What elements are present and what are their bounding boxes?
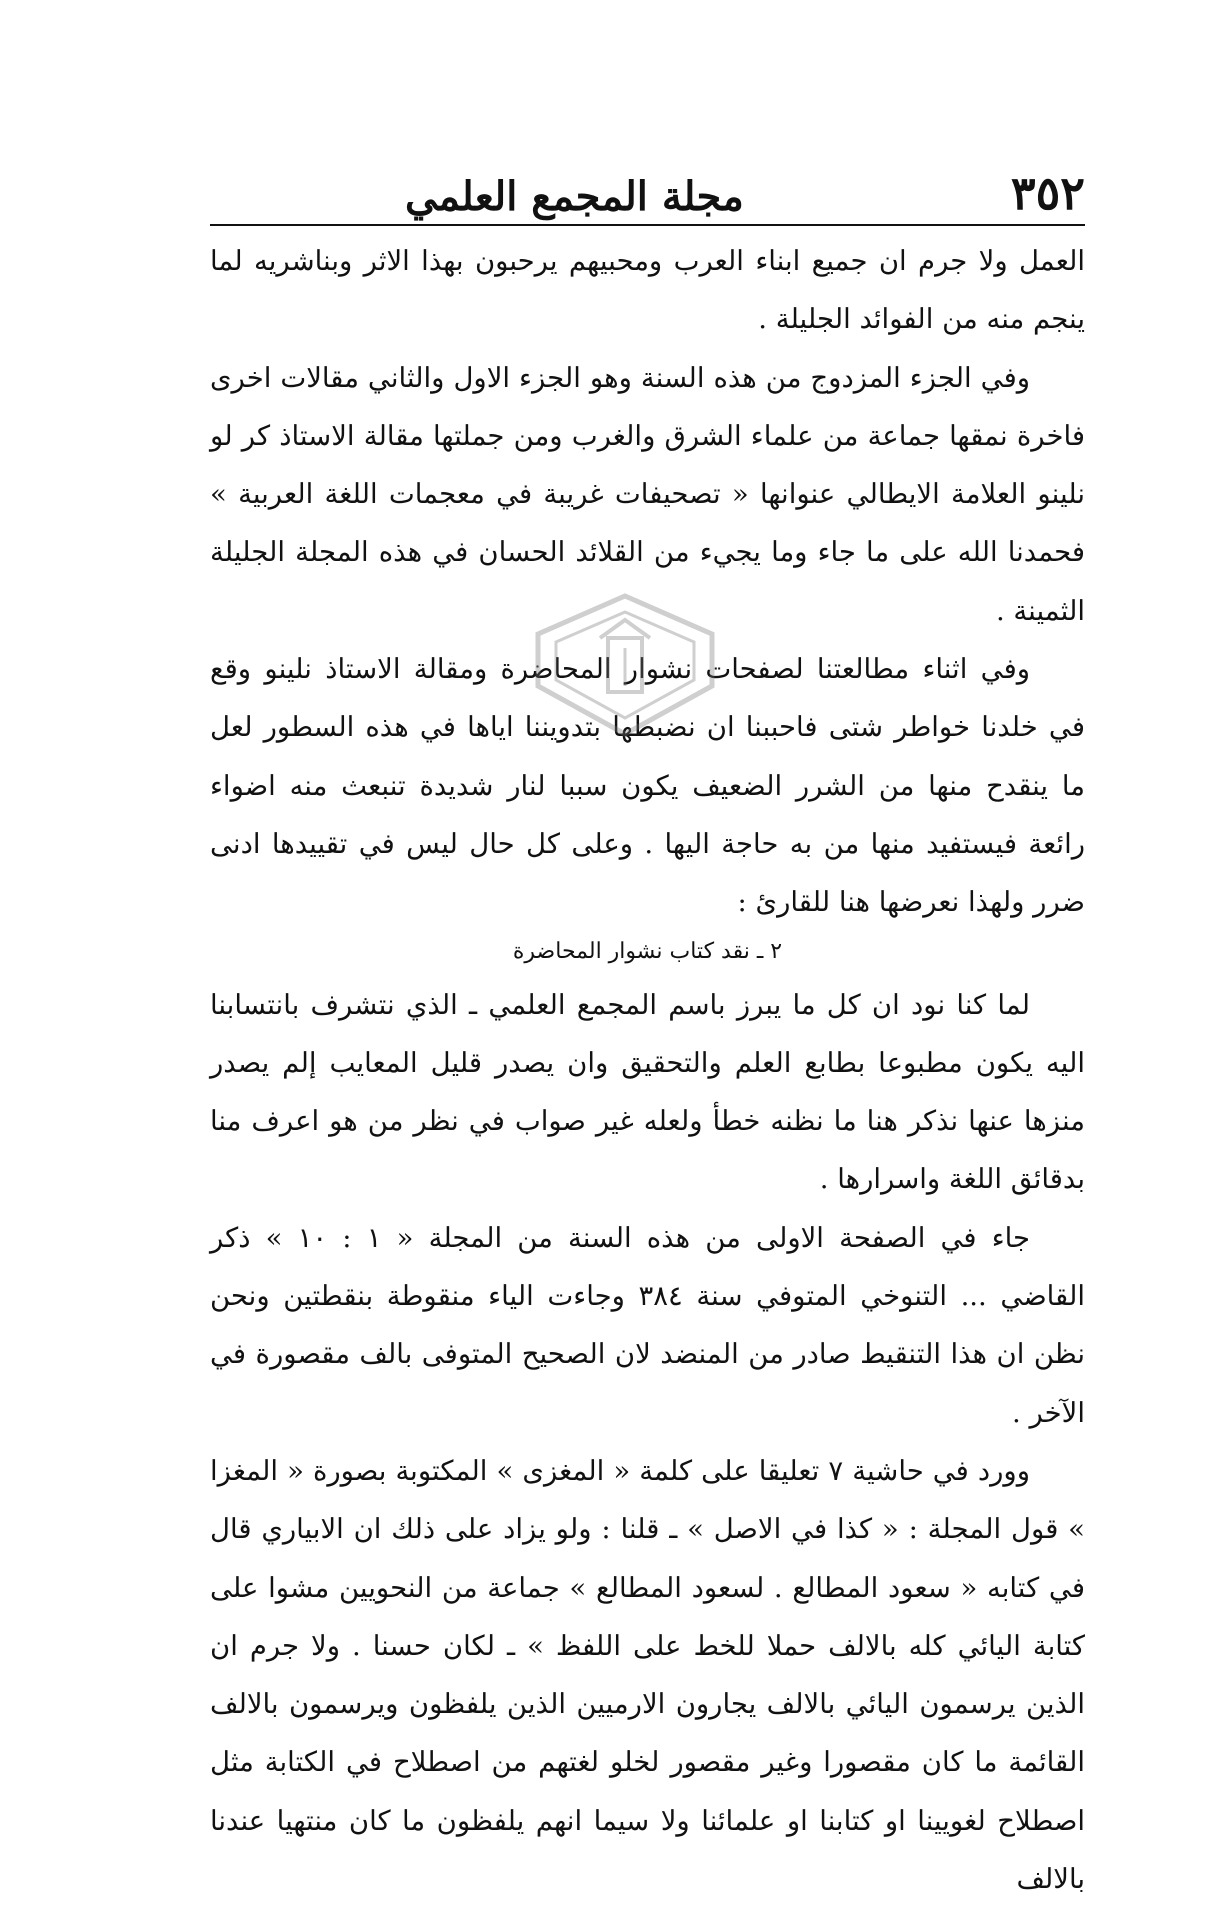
page-header (205, 150, 1085, 220)
paragraph-2: وفي الجزء المزدوج من هذه السنة وهو الجزء الاول والثاني مقالات اخرى فاخرة نمقها جماعة من علماء الشرق والغرب ومن جملتها مقالة الاستاذ كر لو نلينو العلامة الايطالي عنوانها « تصحيفات غريبة في معجمات اللغة العربية » فحمدنا الله على ما جاء وما يجيء من القلائد الحسان في هذه المجلة الجليلة الثمينة . (210, 361, 1085, 627)
paragraph-3: وفي اثناء مطالعتنا لصفحات نشوار المحاضرة ومقالة الاستاذ نلينو وقع في خلدنا خواطر شتى فاحببنا ان نضبطها بتدويننا اياها في هذه السطور لعل ما ينقدح منها من الشرر الضعيف يكون سببا لنار شديدة تنبعث منه اضواء رائعة فيستفيد منها من به حاجة اليها . وعلى كل حال ليس في تقييدها ادنى ضرر ولهذا نعرضها هنا للقارئ : (210, 653, 1085, 919)
paragraph-4: لما كنا نود ان كل ما يبرز باسم المجمع العلمي ـ الذي نتشرف بانتسابنا اليه يكون مطبوعا بطابع العلم والتحقيق وان يصدر قليل المعايب إلم يصدر منزها عنها نذكر هنا ما نظنه خطأ ولعله غير صواب في نظر من هو اعرف منا بدقائق اللغة واسرارها . (210, 988, 1085, 1196)
page-number: ٣٥٢ (1010, 166, 1085, 220)
header-rule (210, 224, 1085, 226)
paragraph-1: العمل ولا جرم ان جميع ابناء العرب ومحبيهم يرحبون بهذا الاثر وبناشريه لما ينجم منه من الفوائد الجليلة . (210, 245, 1085, 336)
article-body (210, 232, 1085, 1908)
library-seal-watermark-icon (530, 590, 720, 740)
journal-title: مجلة المجمع العلمي (405, 173, 744, 220)
paragraph-5: جاء في الصفحة الاولى من هذه السنة من المجلة « ١ : ١٠ » ذكر القاضي ... التنوخي المتوفي سنة ٣٨٤ وجاءت الياء منقوطة بنقطتين ونحن نظن ان هذا التنقيط صادر من المنضد لان الصحيح المتوفى بالف مقصورة في الآخر . (210, 1221, 1085, 1429)
section-heading: ٢ ـ نقد كتاب نشوار المحاضرة (512, 938, 783, 964)
paragraph-6: وورد في حاشية ٧ تعليقا على كلمة « المغزى » المكتوبة بصورة « المغزا » قول المجلة : « كذا في الاصل » ـ قلنا : ولو يزاد على ذلك ان الابياري قال في كتابه « سعود المطالع . لسعود المطالع » جماعة من النحويين مشوا على كتابة اليائي كله بالالف حملا للخط على اللفظ » ـ لكان حسنا . ولا جرم ان الذين يرسمون اليائي بالالف يجارون الارميين الذين يلفظون ويرسمون بالالف القائمة ما كان مقصورا وغير مقصور لخلو لغتهم من اصطلاح في الكتابة مثل اصطلاح لغويينا او كتابنا او علمائنا ولا سيما انهم يلفظون ما كان منتهيا عندنا بالالف (210, 1454, 1085, 1896)
